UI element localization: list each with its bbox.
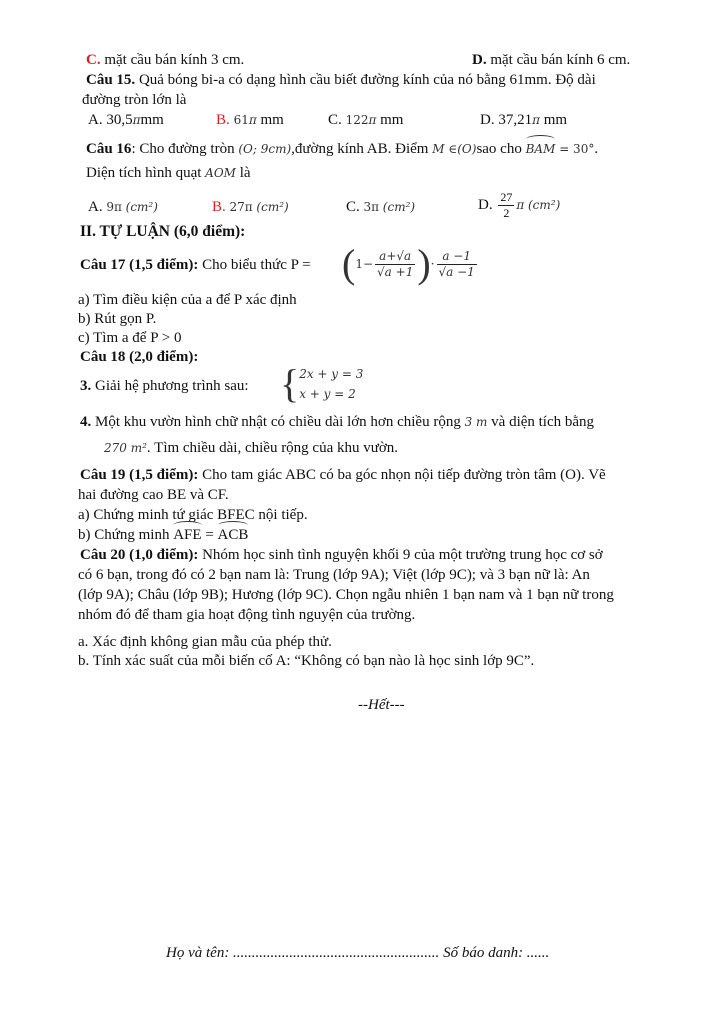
question-label: Câu 19 (1,5 điểm):: [80, 467, 199, 483]
paren-close: ): [417, 241, 431, 286]
option-c: C. 3π (cm²): [346, 199, 416, 215]
option-d: D. 37,21π mm: [480, 112, 568, 128]
angle-value: = 30°: [555, 142, 595, 156]
option-text: mặt cầu bán kính 6 cm.: [486, 52, 631, 68]
item-number: 3.: [80, 378, 92, 394]
q18-part-3-text: [80, 377, 249, 395]
option-c-letter: C.: [328, 112, 342, 128]
option-c-unit: mm: [376, 112, 404, 128]
question-label: Câu 17 (1,5 điểm):: [80, 257, 199, 273]
question-text: .: [594, 141, 599, 157]
item-number: 4.: [80, 414, 92, 430]
option-b-letter: B.: [216, 112, 230, 128]
area-value: 270 m²: [104, 441, 147, 455]
section-title: II. TỰ LUẬN (6,0 điểm):: [80, 223, 246, 240]
q19-line-2: hai đường cao BE và CF.: [78, 487, 229, 503]
option-a-unit: cm²: [130, 200, 154, 214]
end-marker: --Hết---: [358, 697, 405, 713]
q18-label: Câu 18 (2,0 điểm):: [80, 349, 199, 365]
circle-value: O; 9cm: [243, 142, 287, 156]
option-d-letter: D.: [478, 196, 493, 213]
circle-o-value: O: [461, 142, 472, 156]
equation-2: x + y = 2: [299, 387, 356, 401]
option-b: B. 61π mm: [216, 112, 284, 128]
option-b-value: 27π: [229, 200, 253, 214]
question-text: . Tìm chiều dài, chiều rộng của khu vườn.: [146, 440, 399, 456]
q20-part-a: a. Xác định không gian mẫu của phép thử.: [78, 634, 332, 650]
option-a: A. 30,5πmm: [88, 112, 164, 128]
q17-part-c: c) Tìm a để P > 0: [78, 330, 182, 346]
option-d: D. $\frac{27}{2}$ π (cm²): [478, 190, 561, 220]
option-b-unit: mm: [256, 112, 284, 128]
question-text: Diện tích hình quạt: [86, 165, 206, 181]
paren-open: (: [342, 241, 356, 286]
angle-bam: BAM: [525, 142, 556, 156]
equation-system: [280, 361, 364, 406]
q19-part-a: a) Chứng minh tứ giác BFEC nội tiếp.: [78, 507, 308, 523]
angle-acb: ACB: [217, 527, 249, 543]
question-text: Giải hệ phương trình sau:: [91, 378, 249, 394]
fraction-numerator: a+√a: [375, 249, 415, 265]
q19-line-1: [80, 466, 606, 484]
option-text: mặt cầu bán kính 3 cm.: [100, 52, 245, 68]
question-text: là: [235, 165, 251, 181]
option-b-value: 61: [229, 113, 249, 127]
angle-afe: AFE: [173, 527, 202, 543]
q17-part-a: a) Tìm điều kiện của a để P xác định: [78, 292, 297, 308]
q14-option-d: [472, 51, 630, 69]
option-d-value: D. 37,21: [480, 112, 533, 128]
option-b-unit: cm²: [261, 200, 285, 214]
equals-sign: =: [201, 527, 218, 543]
option-a-value: 9π: [106, 200, 122, 214]
question-text: đường tròn lớn là: [82, 92, 187, 108]
option-b-letter: B.: [212, 199, 226, 215]
question-label: Câu 20 (1,0 điểm):: [80, 547, 199, 563]
question-text: : Cho đường tròn: [131, 141, 235, 157]
option-letter: D.: [472, 52, 487, 68]
fraction-numerator: 27: [500, 190, 513, 204]
fraction-numerator: a −1: [437, 249, 477, 265]
sector-aom: AOM: [205, 166, 236, 180]
option-a-letter: A.: [88, 199, 103, 215]
question-label: Câu 15.: [86, 72, 136, 88]
option-c-unit: cm²: [387, 200, 411, 214]
option-c-value: 3π: [363, 200, 380, 214]
name-field: Họ và tên: .......................................................: [166, 945, 440, 961]
question-text: Một khu vườn hình chữ nhật có chiều dài lớn hơn chiều rộng: [91, 414, 465, 430]
question-text: Quả bóng bi-a có dạng hình cầu biết đường kính của nó bằng 61mm. Độ dài: [135, 72, 596, 88]
option-a-value: A. 30,5: [88, 112, 133, 128]
q18-part-4-line-1: [80, 413, 594, 431]
q17-part-b: b) Rút gọn P.: [78, 311, 157, 327]
question-text: Cho biểu thức P =: [198, 257, 311, 273]
option-c-value: 122: [341, 113, 369, 127]
question-text: sao cho: [476, 141, 526, 157]
q15-options: [88, 111, 568, 129]
q20-line-4: nhóm đó để tham gia hoạt động tình nguyện của trường.: [78, 607, 416, 623]
option-letter: C.: [86, 52, 101, 68]
q20-line-3: (lớp 9A); Châu (lớp 9B); Hương (lớp 9C). Chọn ngẫu nhiên 1 bạn nam và 1 bạn nữ trong: [78, 587, 614, 603]
q16-line-2: [86, 164, 251, 182]
length-difference: 3 m: [464, 415, 488, 429]
option-a-unit: mm: [140, 112, 164, 128]
fraction-2: [437, 249, 477, 280]
fraction-denominator: √a +1: [377, 264, 414, 279]
option-d-unit: mm: [539, 112, 568, 128]
q20-line-2: có 6 bạn, trong đó có 2 bạn nam là: Trung (lớp 9A); Việt (lớp 9C); và 3 bạn nữ là: An: [78, 567, 590, 583]
point-m: M ∈: [432, 142, 458, 156]
equation-1: 2x + y = 3: [299, 367, 364, 381]
option-d-unit: cm²: [532, 197, 556, 212]
option-a: A. 9π (cm²): [88, 199, 158, 215]
expr-dot: ·: [430, 257, 435, 271]
option-c-letter: C.: [346, 199, 360, 215]
q16-line-1: [86, 140, 598, 158]
q17-expression: [342, 241, 479, 286]
option-c: C. 122π mm: [328, 112, 404, 128]
id-field: Số báo danh: ......: [439, 945, 550, 961]
option-d-fraction: [498, 190, 514, 221]
question-text: ,đường kính AB. Điểm: [291, 141, 433, 157]
fraction-denominator: 2: [503, 206, 510, 220]
fraction-1: [375, 249, 415, 280]
q20-part-b: b. Tính xác suất của mỗi biến cố A: “Không có bạn nào là học sinh lớp 9C”.: [78, 653, 535, 669]
question-text: và diện tích bằng: [487, 414, 595, 430]
circle-notation: (O; 9cm): [238, 142, 292, 156]
question-label: Câu 16: [86, 141, 132, 157]
circle-o: (O): [457, 142, 477, 156]
q15-line-2: [82, 91, 186, 109]
option-b: B. 27π (cm²): [212, 199, 289, 215]
q15-line-1: [86, 71, 596, 89]
option-d-pi: π: [516, 197, 525, 212]
q19-part-b: [78, 526, 248, 544]
question-text: Nhóm học sinh tình nguyện khối 9 của một trường trung học cơ sở: [198, 547, 603, 563]
expr-one: 1−: [355, 257, 374, 271]
question-text: Cho tam giác ABC có ba góc nhọn nội tiếp đường tròn tâm (O). Vẽ: [198, 467, 606, 483]
q17-intro: [80, 256, 311, 274]
q18-part-4-line-2: [104, 439, 398, 457]
footer-candidate-info: [166, 944, 549, 962]
system-brace: {: [280, 361, 300, 406]
q14-option-c: [86, 51, 244, 69]
fraction-denominator: √a −1: [438, 264, 475, 279]
system-rows: [299, 364, 363, 404]
question-text: b) Chứng minh: [78, 527, 174, 543]
q20-line-1: [80, 546, 603, 564]
